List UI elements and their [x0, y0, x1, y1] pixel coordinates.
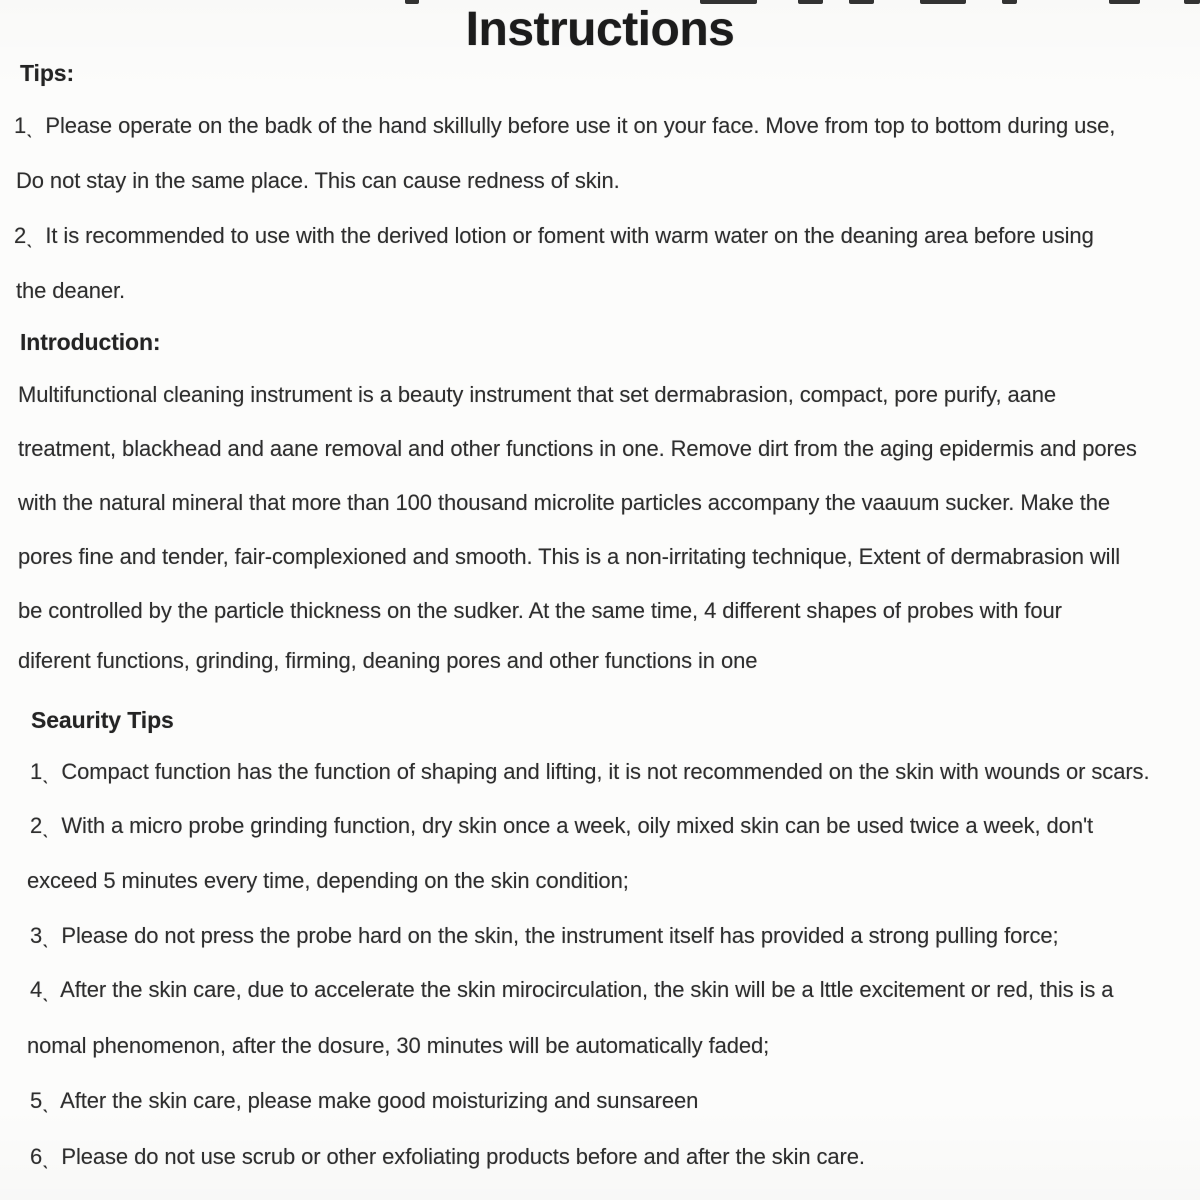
- introduction-line: with the natural mineral that more than 100 thousand microlite particles accompany the vaauum sucker. Make the: [18, 490, 1111, 515]
- tips-heading: Tips:: [20, 60, 75, 86]
- tips-line: the deaner.: [16, 278, 125, 303]
- security-tips-heading: Seaurity Tips: [31, 707, 174, 733]
- security-tips-line: nomal phenomenon, after the dosure, 30 minutes will be automatically faded;: [27, 1033, 770, 1058]
- security-tips-line: 2ˎ With a micro probe grinding function, dry skin once a week, oily mixed skin can be used twice a week, don't: [30, 813, 1094, 838]
- tips-line: 2ˎ It is recommended to use with the derived lotion or foment with warm water on the deaning area before using: [14, 223, 1094, 248]
- introduction-line: Multifunctional cleaning instrument is a beauty instrument that set dermabrasion, compact, pore purify, aane: [18, 382, 1057, 407]
- security-tips-line: exceed 5 minutes every time, depending on the skin condition;: [27, 868, 629, 893]
- security-tips-line: 4ˎ After the skin care, due to accelerate the skin mirocirculation, the skin will be a lttle excitement or red, this is a: [30, 977, 1114, 1002]
- introduction-line: be controlled by the particle thickness on the sudker. At the same time, 4 different shapes of probes with four: [18, 598, 1062, 623]
- security-tips-line: 1ˎ Compact function has the function of shaping and lifting, it is not recommended on the skin with wounds or scars.: [30, 759, 1150, 784]
- introduction-line: pores fine and tender, fair-complexioned and smooth. This is a non-irritating technique, Extent of dermabrasion will: [18, 544, 1121, 569]
- security-tips-line: 6ˎ Please do not use scrub or other exfoliating products before and after the skin care.: [30, 1144, 865, 1169]
- tips-line: 1ˎ Please operate on the badk of the hand skillully before use it on your face. Move from top to bottom during use,: [14, 113, 1116, 138]
- security-tips-line: 3ˎ Please do not press the probe hard on the skin, the instrument itself has provided a strong pulling force;: [30, 923, 1059, 948]
- tips-line: Do not stay in the same place. This can cause redness of skin.: [16, 168, 620, 193]
- introduction-line: diferent functions, grinding, firming, deaning pores and other functions in one: [18, 648, 758, 673]
- security-tips-line: 5ˎ After the skin care, please make good moisturizing and sunsareen: [30, 1088, 699, 1113]
- introduction-line: treatment, blackhead and aane removal and other functions in one. Remove dirt from the aging epidermis and pores: [18, 436, 1137, 461]
- introduction-heading: Introduction:: [20, 329, 161, 355]
- page-title: Instructions: [465, 3, 735, 56]
